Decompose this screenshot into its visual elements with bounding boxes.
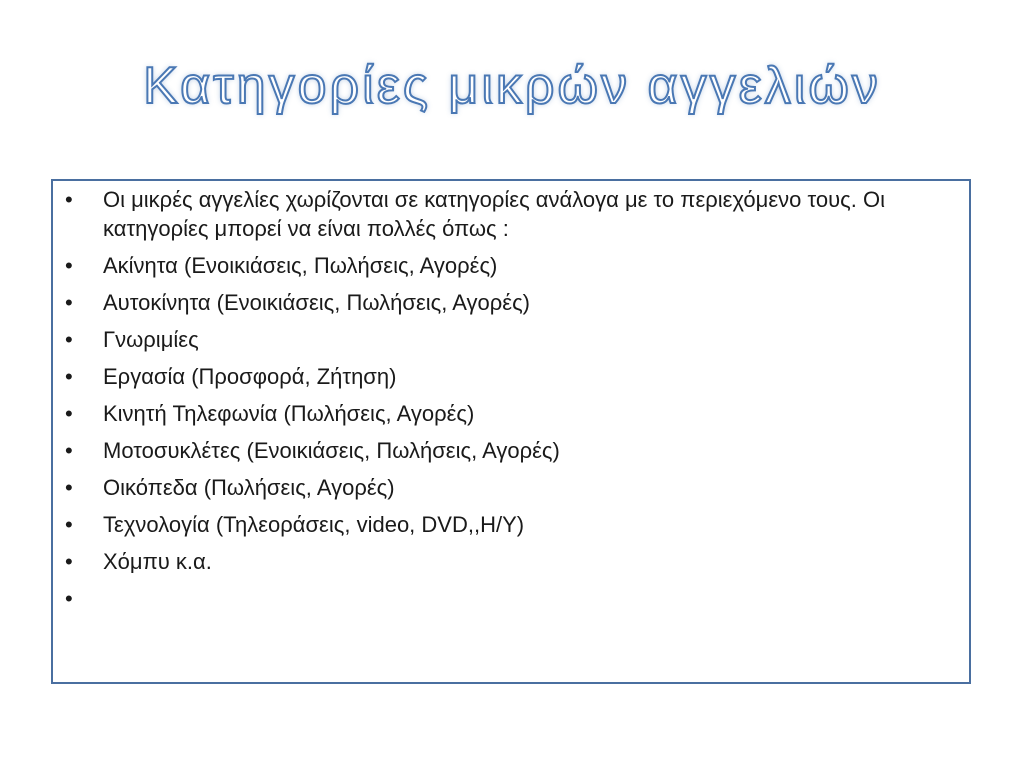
bullet-text: Τεχνολογία (Τηλεοράσεις, video, DVD,,H/Y) bbox=[103, 512, 525, 537]
bullet-item bbox=[61, 251, 941, 280]
bullet-item bbox=[61, 325, 941, 354]
bullet-item bbox=[61, 510, 941, 539]
bullet-text: Χόμπυ κ.α. bbox=[103, 549, 212, 574]
bullet-text: Οικόπεδα (Πωλήσεις, Αγορές) bbox=[103, 475, 395, 500]
bullet-text: Αυτοκίνητα (Ενοικιάσεις, Πωλήσεις, Αγορές) bbox=[103, 290, 531, 315]
bullet-text: Κινητή Τηλεφωνία (Πωλήσεις, Αγορές) bbox=[103, 401, 475, 426]
slide-title: Κατηγορίες μικρών αγγελιών bbox=[143, 57, 881, 115]
bullet-icon: • bbox=[65, 364, 73, 389]
bullet-icon: • bbox=[65, 253, 73, 278]
bullet-text: Γνωριμίες bbox=[103, 327, 199, 352]
bullet-text: Εργασία (Προσφορά, Ζήτηση) bbox=[103, 364, 397, 389]
bullet-item bbox=[61, 473, 941, 502]
bullet-item bbox=[61, 185, 941, 243]
bullet-icon: • bbox=[65, 290, 73, 315]
bullet-icon: • bbox=[65, 187, 73, 212]
bullet-icon: • bbox=[65, 401, 73, 426]
bullet-icon: • bbox=[65, 549, 73, 574]
bullet-item bbox=[61, 547, 941, 576]
bullet-icon: • bbox=[65, 327, 73, 352]
bullet-item bbox=[61, 288, 941, 317]
bullet-text: Μοτοσυκλέτες (Ενοικιάσεις, Πωλήσεις, Αγορές) bbox=[103, 438, 560, 463]
bullet-text: Ακίνητα (Ενοικιάσεις, Πωλήσεις, Αγορές) bbox=[103, 253, 498, 278]
bullet-item bbox=[61, 362, 941, 391]
bullet-icon: • bbox=[65, 512, 73, 537]
bullet-icon: • bbox=[65, 475, 73, 500]
bullet-item bbox=[61, 436, 941, 465]
bullet-list bbox=[61, 185, 941, 611]
bullet-icon: • bbox=[65, 438, 73, 463]
bullet-icon: • bbox=[65, 586, 73, 611]
content-box bbox=[51, 179, 971, 684]
bullet-item bbox=[61, 399, 941, 428]
bullet-text: Οι μικρές αγγελίες χωρίζονται σε κατηγορίες ανάλογα με το περιεχόμενο τους. Οι κατηγορίες μπορεί να είναι πολλές όπως : bbox=[103, 187, 885, 241]
